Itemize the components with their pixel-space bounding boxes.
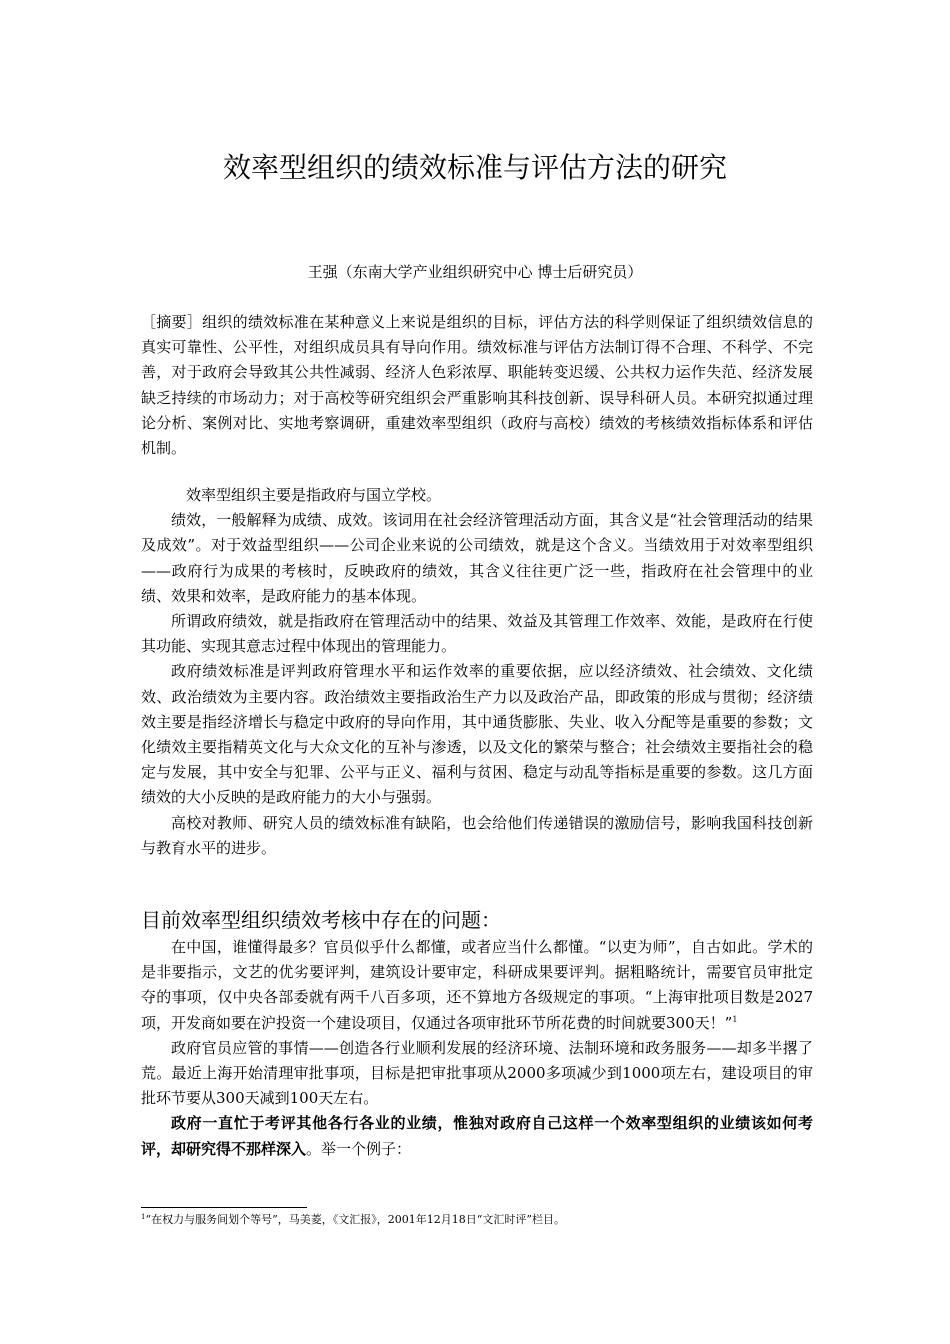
intro-paragraph-1: 效率型组织主要是指政府与国立学校。 — [186, 486, 442, 504]
section-paragraph-3-rest: 。举一个例子： — [306, 1139, 412, 1158]
intro-paragraph-2: 绩效，一般解释为成绩、成效。该词用在社会经济管理活动方面，其含义是“社会管理活动的结果及成效”。对于效益型组织——公司企业来说的公司绩效，就是这个含义。当绩效用于对效率型组织——政府行为成果的考核时，反映政府的绩效，其含义往往更广泛一些，指政府在社会管理中的业绩、效果和效率，是政府能力的基本体现。 — [141, 511, 813, 605]
section-heading: 目前效率型组织绩效考核中存在的问题： — [141, 908, 501, 932]
intro-paragraph-4: 政府绩效标准是评判政府管理水平和运作效率的重要依据，应以经济绩效、社会绩效、文化绩效、政治绩效为主要内容。政治绩效主要指政治生产力以及政治产品，即政策的形成与贯彻；经济绩效主要是指经济增长与稳定中政府的导向作用，其中通货膨胀、失业、收入分配等是重要的参数；文化绩效主要指精英文化与大众文化的互补与渗透，以及文化的繁荣与整合；社会绩效主要指社会的稳定与发展，其中安全与犯罪、公平与正义、福利与贫困、稳定与动乱等指标是重要的参数。这几方面绩效的大小反映的是政府能力的大小与强弱。 — [141, 662, 813, 807]
footnote — [141, 1212, 813, 1228]
footnote-text: “在权力与服务间划个等号”，马美菱，《文汇报》，2001年12月18日“文汇时评”栏目。 — [145, 1213, 565, 1226]
section-paragraph-1 — [141, 935, 813, 1036]
problems-section — [141, 905, 813, 1162]
footnote-mark: 1 — [141, 1213, 146, 1221]
intro-paragraph-5: 高校对教师、研究人员的绩效标准有缺陷，也会给他们传递错误的激励信号，影响我国科技创新与教育水平的进步。 — [141, 813, 813, 857]
footnote-reference[interactable]: 1 — [732, 1014, 738, 1024]
author-line: 王强（东南大学产业组织研究中心 博士后研究员） — [307, 263, 643, 281]
section-paragraph-3 — [141, 1111, 813, 1161]
document-title: 效率型组织的绩效标准与评估方法的研究 — [222, 151, 727, 184]
section-paragraph-1-text: 在中国，谁懂得最多？官员似乎什么都懂，或者应当什么都懂。“以吏为师”，自古如此。学术的是非要指示，文艺的优劣要评判，建筑设计要审定，科研成果要评判。据粗略统计，需要官员审批定夺的事项，仅中央各部委就有两千八百多项，还不算地方各级规定的事项。“上海审批项目数是2027项，开发商如要在沪投资一个建设项目，仅通过各项审批环节所花费的时间就要300天！” — [141, 938, 813, 1032]
intro-paragraph-3: 所谓政府绩效，就是指政府在管理活动中的结果、效益及其管理工作效率、效能，是政府在行使其功能、实现其意志过程中体现出的管理能力。 — [141, 612, 813, 656]
abstract-text: ［摘要］组织的绩效标准在某种意义上来说是组织的目标，评估方法的科学则保证了组织绩效信息的真实可靠性、公平性，对组织成员具有导向作用。绩效标准与评估方法制订得不合理、不科学、不完善，对于政府会导致其公共性减弱、经济人色彩浓厚、职能转变迟缓、公共权力运作失范、经济发展缺乏持续的市场动力；对于高校等研究组织会严重影响其科技创新、误导科研人员。本研究拟通过理论分析、案例对比、实地考察调研，重建效率型组织（政府与高校）绩效的考核绩效指标体系和评估机制。 — [141, 313, 813, 458]
abstract — [141, 310, 813, 461]
intro-section — [141, 483, 813, 861]
emphasis-text: 政府一直忙于考评其他各行各业的业绩，惟独对政府自己这样一个效率型组织的业绩该如何考评，却研究得不那样深入 — [141, 1114, 813, 1158]
section-paragraph-2: 政府官员应管的事情——创造各行业顺利发展的经济环境、法制环境和政务服务——却多半撂了荒。最近上海开始清理审批事项，目标是把审批事项从2000多项减少到1000项左右，建设项目的审批环节要从300天减到100天左右。 — [141, 1038, 813, 1108]
footnote-divider — [141, 1207, 307, 1208]
